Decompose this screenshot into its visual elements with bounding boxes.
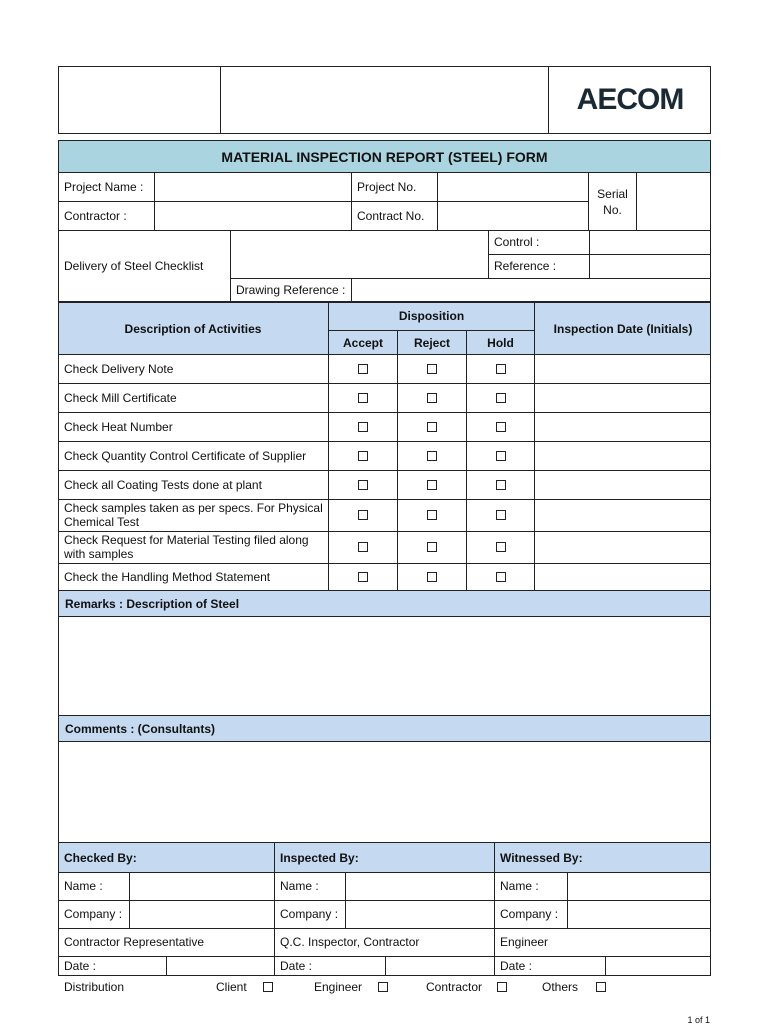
accept-checkbox-cell	[329, 531, 397, 563]
reject-checkbox[interactable]	[427, 510, 437, 520]
table-row: Check Delivery Note	[64, 361, 174, 376]
inspection-date-field[interactable]	[535, 563, 711, 591]
witnessed-date-field[interactable]	[606, 956, 711, 976]
reject-checkbox[interactable]	[427, 451, 437, 461]
witnessed-by-header: Witnessed By:	[500, 850, 583, 865]
table-row: Check samples taken as per specs. For Physical Chemical Test	[64, 501, 323, 529]
table-row: Check Request for Material Testing filed along with samples	[64, 533, 309, 561]
hold-checkbox-cell	[467, 470, 534, 499]
inspected-date-label: Date :	[280, 959, 313, 973]
accept-checkbox-cell	[329, 412, 397, 441]
witnessed-name-field[interactable]	[568, 872, 711, 900]
witnessed-company-label: Company :	[500, 907, 559, 921]
reference-field[interactable]	[590, 254, 711, 278]
comments-header: Comments : (Consultants)	[58, 715, 711, 742]
reject-checkbox[interactable]	[427, 480, 437, 490]
inspection-date-field[interactable]	[535, 383, 711, 412]
hold-checkbox-cell	[467, 354, 534, 383]
control-field[interactable]	[590, 230, 711, 254]
witnessed-company-field[interactable]	[568, 900, 711, 928]
inspected-company-label: Company :	[280, 907, 339, 921]
hold-checkbox[interactable]	[496, 510, 506, 520]
table-row: Check the Handling Method Statement	[64, 570, 271, 584]
distribution-contractor-label: Contractor	[426, 980, 483, 994]
page-number: 1 of 1	[687, 1016, 710, 1024]
checked-name-field[interactable]	[130, 872, 274, 900]
remarks-field[interactable]	[58, 616, 711, 716]
reject-checkbox-cell	[398, 531, 466, 563]
accept-checkbox[interactable]	[358, 422, 368, 432]
delivery-checklist-field[interactable]	[231, 230, 488, 278]
checked-company-label: Company :	[64, 907, 123, 921]
inspection-date-field[interactable]	[535, 354, 711, 383]
accept-checkbox[interactable]	[358, 542, 368, 552]
hold-checkbox[interactable]	[496, 572, 506, 582]
reject-checkbox-cell	[398, 441, 466, 470]
reject-checkbox[interactable]	[427, 542, 437, 552]
hold-checkbox-cell	[467, 412, 534, 441]
distribution-contractor-checkbox[interactable]	[497, 982, 507, 992]
reject-checkbox-cell	[398, 470, 466, 499]
reject-checkbox-cell	[398, 499, 466, 531]
distribution-engineer-label: Engineer	[314, 980, 363, 994]
inspection-date-field[interactable]	[535, 441, 711, 470]
project-no-field[interactable]	[438, 172, 588, 201]
hold-checkbox[interactable]	[496, 480, 506, 490]
hold-checkbox-cell	[467, 563, 534, 591]
delivery-checklist-label: Delivery of Steel Checklist	[64, 259, 204, 273]
inspection-date-field[interactable]	[535, 499, 711, 531]
accept-checkbox[interactable]	[358, 510, 368, 520]
accept-checkbox[interactable]	[358, 393, 368, 403]
hold-checkbox[interactable]	[496, 364, 506, 374]
checked-by-header: Checked By:	[64, 850, 137, 865]
accept-checkbox-cell	[329, 499, 397, 531]
inspected-name-label: Name :	[280, 879, 319, 893]
reject-checkbox[interactable]	[427, 393, 437, 403]
accept-checkbox-cell	[329, 470, 397, 499]
project-no-label: Project No.	[357, 179, 417, 194]
hold-checkbox[interactable]	[496, 542, 506, 552]
checked-name-label: Name :	[64, 879, 103, 893]
project-name-field[interactable]	[155, 172, 351, 201]
contractor-rep-label: Contractor Representative	[64, 935, 205, 949]
checked-date-label: Date :	[64, 959, 97, 973]
disposition-header: Disposition	[398, 309, 465, 323]
accept-header: Accept	[342, 336, 383, 350]
distribution-others-label: Others	[542, 980, 579, 994]
contract-no-label: Contract No.	[357, 209, 425, 223]
comments-field[interactable]	[58, 741, 711, 843]
distribution-engineer-checkbox[interactable]	[378, 982, 388, 992]
distribution-client-label: Client	[216, 980, 247, 994]
serial-no-text: Serial No.	[597, 186, 628, 217]
reject-checkbox-cell	[398, 563, 466, 591]
hold-checkbox-cell	[467, 383, 534, 412]
hold-checkbox[interactable]	[496, 393, 506, 403]
checked-company-field[interactable]	[130, 900, 274, 928]
accept-checkbox-cell	[329, 383, 397, 412]
contractor-label: Contractor :	[64, 209, 127, 223]
accept-checkbox-cell	[329, 354, 397, 383]
checked-date-field[interactable]	[167, 956, 274, 976]
serial-no-label	[589, 172, 636, 231]
inspected-date-field[interactable]	[386, 956, 494, 976]
hold-checkbox-cell	[467, 531, 534, 563]
reject-checkbox-cell	[398, 383, 466, 412]
distribution-client-checkbox[interactable]	[263, 982, 273, 992]
witnessed-name-label: Name :	[500, 879, 539, 893]
accept-checkbox[interactable]	[358, 480, 368, 490]
distribution-label: Distribution	[64, 980, 125, 994]
reject-checkbox-cell	[398, 412, 466, 441]
remarks-header: Remarks : Description of Steel	[58, 590, 711, 617]
project-name-label: Project Name :	[64, 179, 144, 194]
distribution-others-checkbox[interactable]	[596, 982, 606, 992]
inspected-name-field[interactable]	[346, 872, 494, 900]
control-label: Control :	[494, 235, 540, 249]
serial-no-field[interactable]	[637, 172, 711, 231]
witnessed-date-label: Date :	[500, 959, 533, 973]
inspection-date-header: Inspection Date (Initials)	[553, 321, 693, 336]
reject-header: Reject	[413, 336, 451, 350]
aecom-logo: AECOM	[576, 83, 684, 116]
inspection-date-field[interactable]	[535, 531, 711, 563]
inspected-company-field[interactable]	[346, 900, 494, 928]
contract-no-field[interactable]	[438, 201, 588, 231]
accept-checkbox-cell	[329, 441, 397, 470]
inspected-by-header: Inspected By:	[280, 850, 359, 865]
accept-checkbox[interactable]	[358, 451, 368, 461]
table-row: Check Heat Number	[64, 419, 173, 434]
table-row: Check Quantity Control Certificate of Supplier	[64, 448, 307, 463]
drawing-reference-field[interactable]	[352, 278, 711, 302]
table-row: Check Mill Certificate	[64, 390, 177, 405]
reject-checkbox-cell	[398, 354, 466, 383]
qc-inspector-label: Q.C. Inspector, Contractor	[280, 935, 420, 949]
engineer-label: Engineer	[500, 935, 549, 949]
form-title-text: MATERIAL INSPECTION REPORT (STEEL) FORM	[221, 148, 548, 165]
drawing-reference-label: Drawing Reference :	[236, 283, 346, 297]
hold-checkbox[interactable]	[496, 422, 506, 432]
accept-checkbox-cell	[329, 563, 397, 591]
hold-header: Hold	[487, 336, 514, 350]
reject-checkbox[interactable]	[427, 422, 437, 432]
reference-label: Reference :	[494, 259, 557, 273]
form-title	[58, 140, 711, 173]
inspection-date-field[interactable]	[535, 470, 711, 499]
inspection-date-field[interactable]	[535, 412, 711, 441]
header-divider-1	[220, 66, 221, 134]
hold-checkbox-cell	[467, 441, 534, 470]
hold-checkbox-cell	[467, 499, 534, 531]
contractor-field[interactable]	[155, 201, 351, 231]
hold-checkbox[interactable]	[496, 451, 506, 461]
reject-checkbox[interactable]	[427, 572, 437, 582]
accept-checkbox[interactable]	[358, 572, 368, 582]
reject-checkbox[interactable]	[427, 364, 437, 374]
table-row: Check all Coating Tests done at plant	[64, 477, 262, 492]
accept-checkbox[interactable]	[358, 364, 368, 374]
description-header: Description of Activities	[124, 321, 262, 336]
